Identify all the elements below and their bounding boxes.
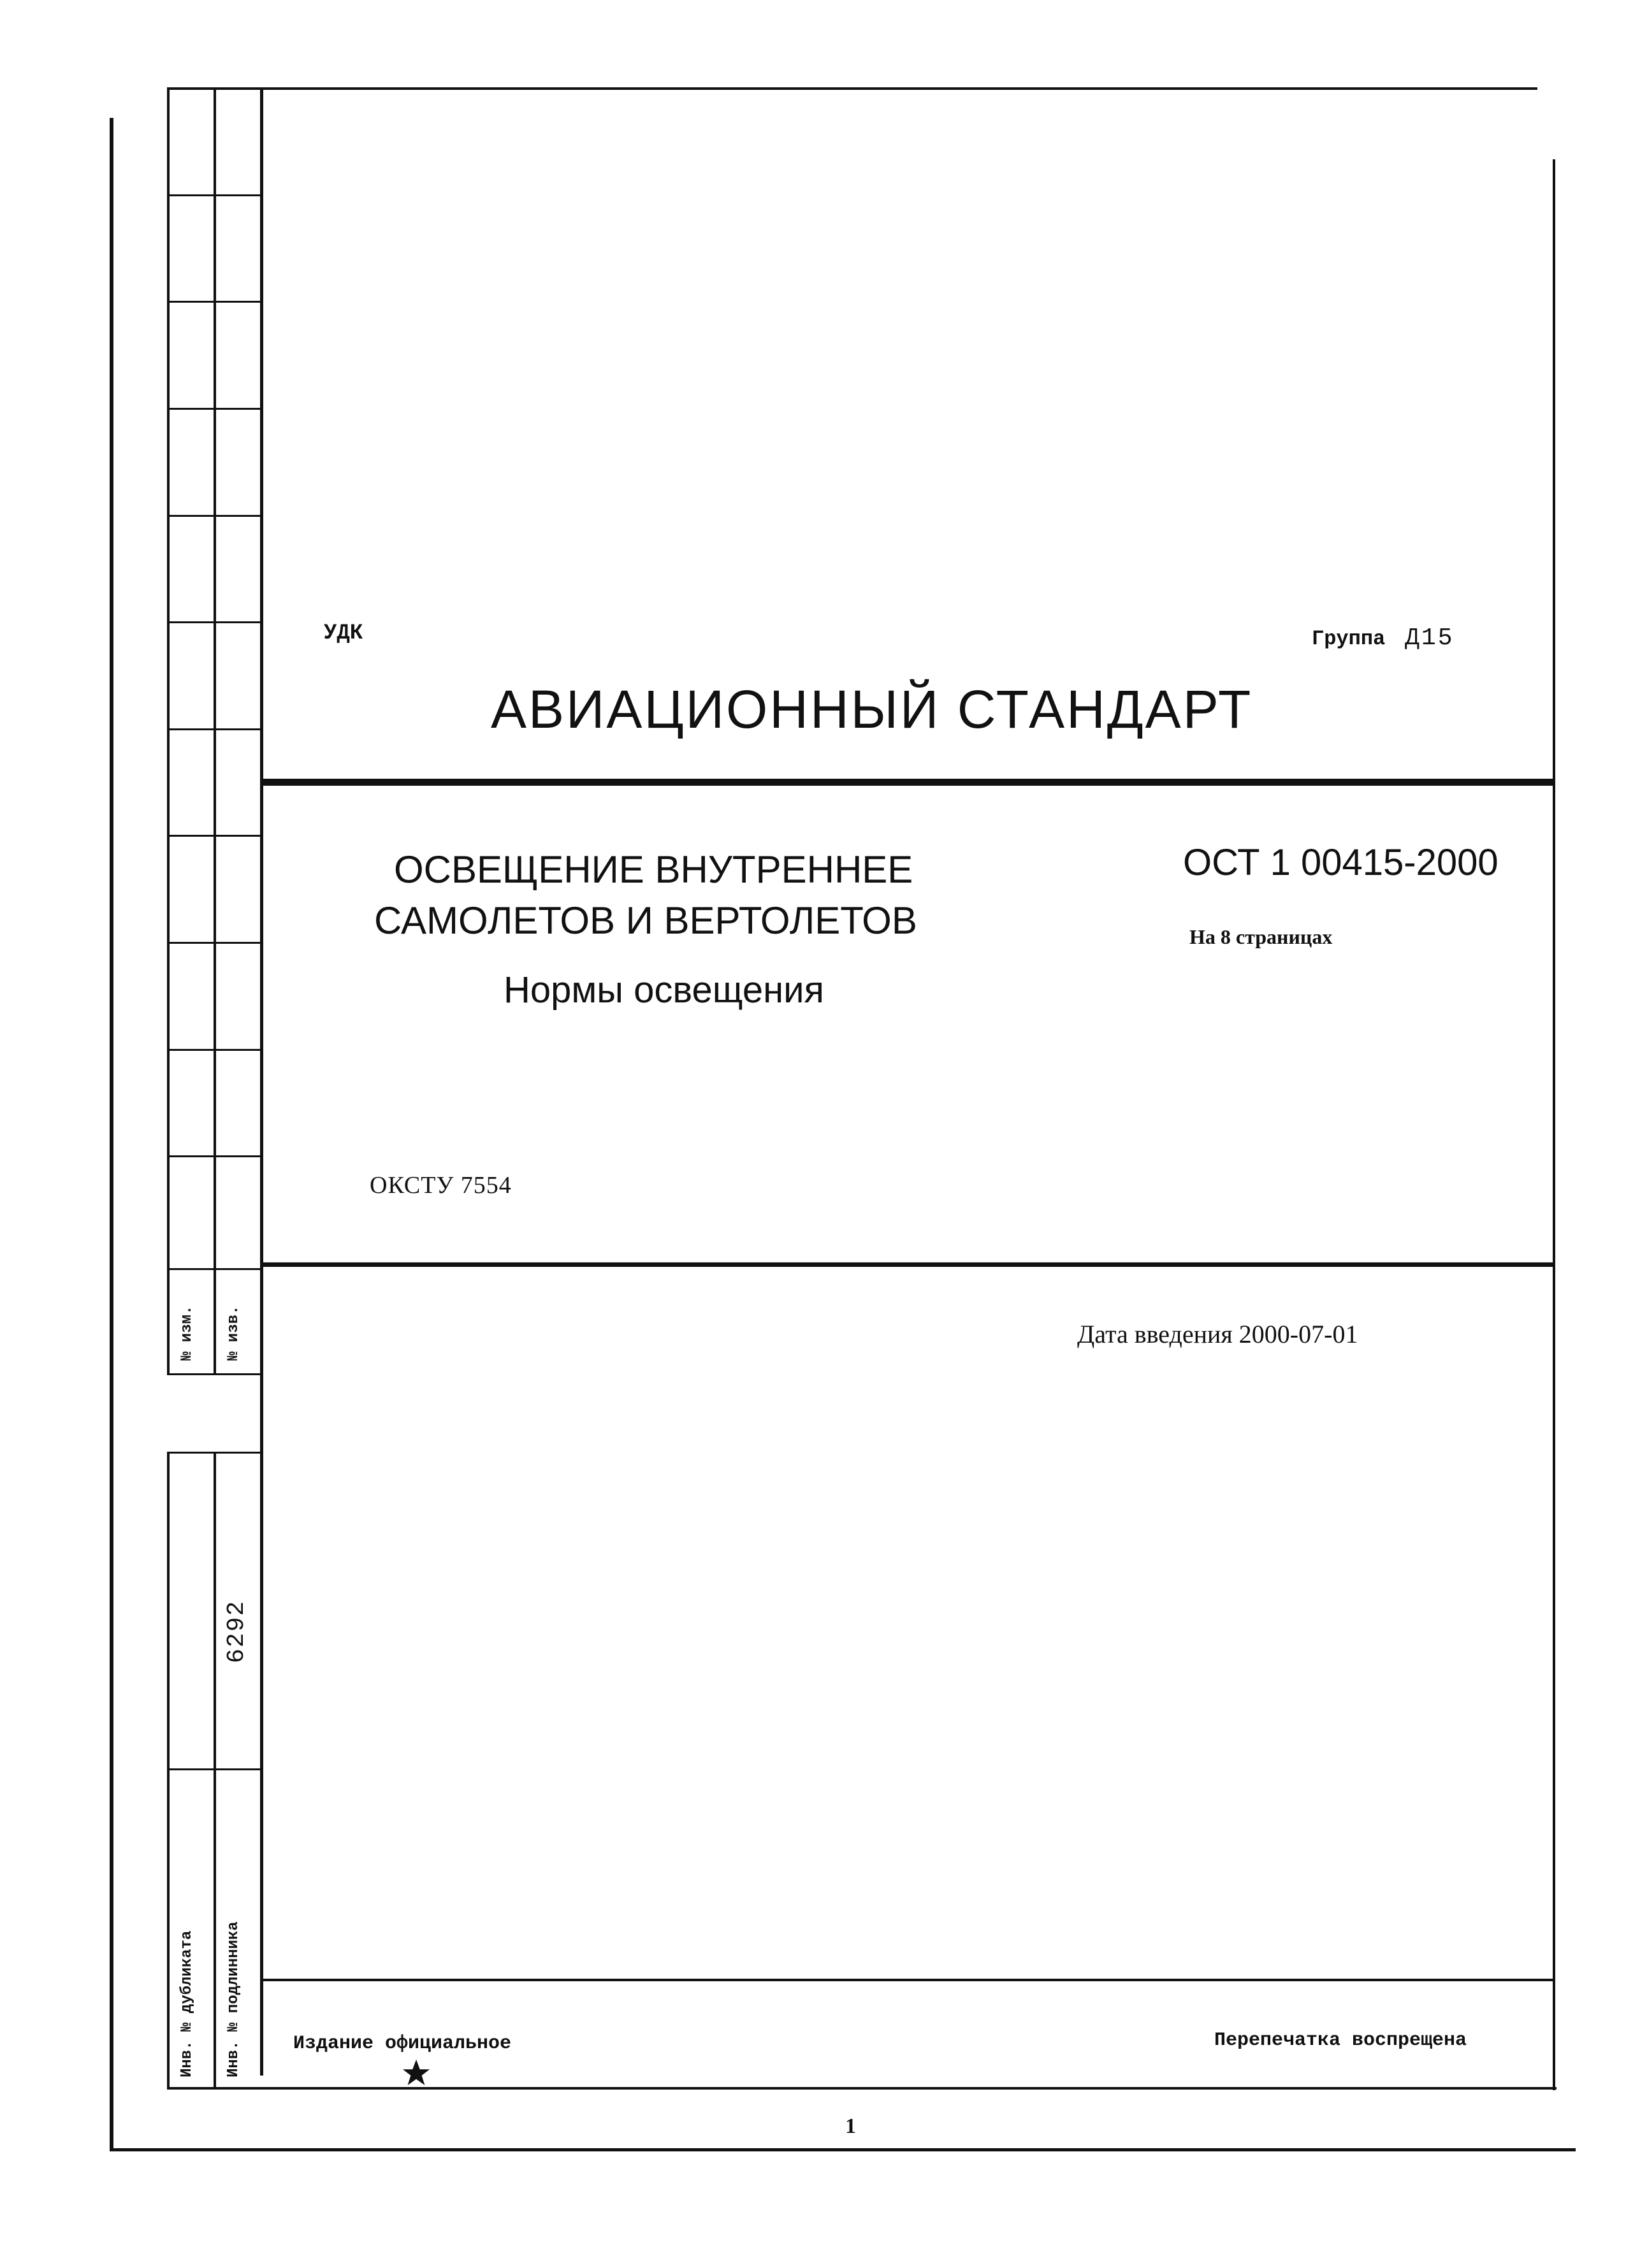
page-number: 1 — [845, 2114, 856, 2138]
stamp-row — [167, 942, 261, 944]
main-title: АВИАЦИОННЫЙ СТАНДАРТ — [491, 679, 1253, 739]
lower-stamp-top — [167, 1452, 261, 1454]
footer-separator — [260, 1979, 1555, 1981]
lower-stamp-mid — [167, 1768, 261, 1770]
stamp-row — [167, 1373, 261, 1375]
block-separator — [260, 1262, 1555, 1267]
stamp-notice-no: № изв. — [225, 1305, 242, 1361]
stamp-orig-inv-value: 6292 — [223, 1600, 250, 1663]
group-value: Д15 — [1405, 625, 1455, 652]
title-separator — [260, 779, 1555, 786]
stamp-row — [167, 728, 261, 730]
main-left-border — [260, 87, 263, 2076]
stamp-row — [167, 1155, 261, 1157]
outer-left-border — [110, 118, 113, 2151]
standard-pages: На 8 страницах — [1189, 925, 1333, 948]
stamp-row — [167, 515, 261, 517]
stamp-change-no: № изм. — [178, 1305, 196, 1361]
stamp-col-line-2 — [214, 87, 216, 1375]
udk-label: УДК — [324, 621, 363, 646]
stamp-row — [167, 1049, 261, 1051]
edition-label: Издание официальное — [293, 2033, 512, 2055]
lower-stamp-bottom — [167, 2087, 1557, 2090]
stamp-row — [167, 194, 261, 196]
standard-title-line1: ОСВЕЩЕНИЕ ВНУТРЕННЕЕ — [394, 848, 913, 891]
standard-subtitle: Нормы освещения — [504, 969, 824, 1011]
star-icon — [402, 2058, 431, 2088]
outer-bottom-border — [110, 2148, 1576, 2151]
top-border — [167, 87, 1537, 90]
reprint-label: Перепечатка воспрещена — [1214, 2030, 1467, 2051]
stamp-row — [167, 1268, 261, 1270]
group-label: Группа — [1312, 627, 1386, 651]
stamp-col-line-1 — [167, 87, 170, 1375]
lower-stamp-col-line-2 — [214, 1452, 216, 2089]
standard-title-line2: САМОЛЕТОВ И ВЕРТОЛЕТОВ — [374, 899, 917, 942]
stamp-row — [167, 301, 261, 303]
stamp-dup-inv: Инв. № дубликата — [178, 1930, 196, 2077]
stamp-row — [167, 621, 261, 623]
stamp-orig-inv: Инв. № подлинника — [225, 1921, 242, 2077]
lower-stamp-col-line-1 — [167, 1452, 170, 2089]
group-label-wrap — [1312, 625, 1455, 652]
standard-code: ОСТ 1 00415-2000 — [1183, 842, 1499, 883]
stamp-row — [167, 835, 261, 837]
intro-date: Дата введения 2000-07-01 — [1077, 1320, 1358, 1348]
main-right-border — [1553, 159, 1555, 2090]
okstu-code: ОКСТУ 7554 — [370, 1172, 512, 1199]
stamp-row — [167, 408, 261, 410]
